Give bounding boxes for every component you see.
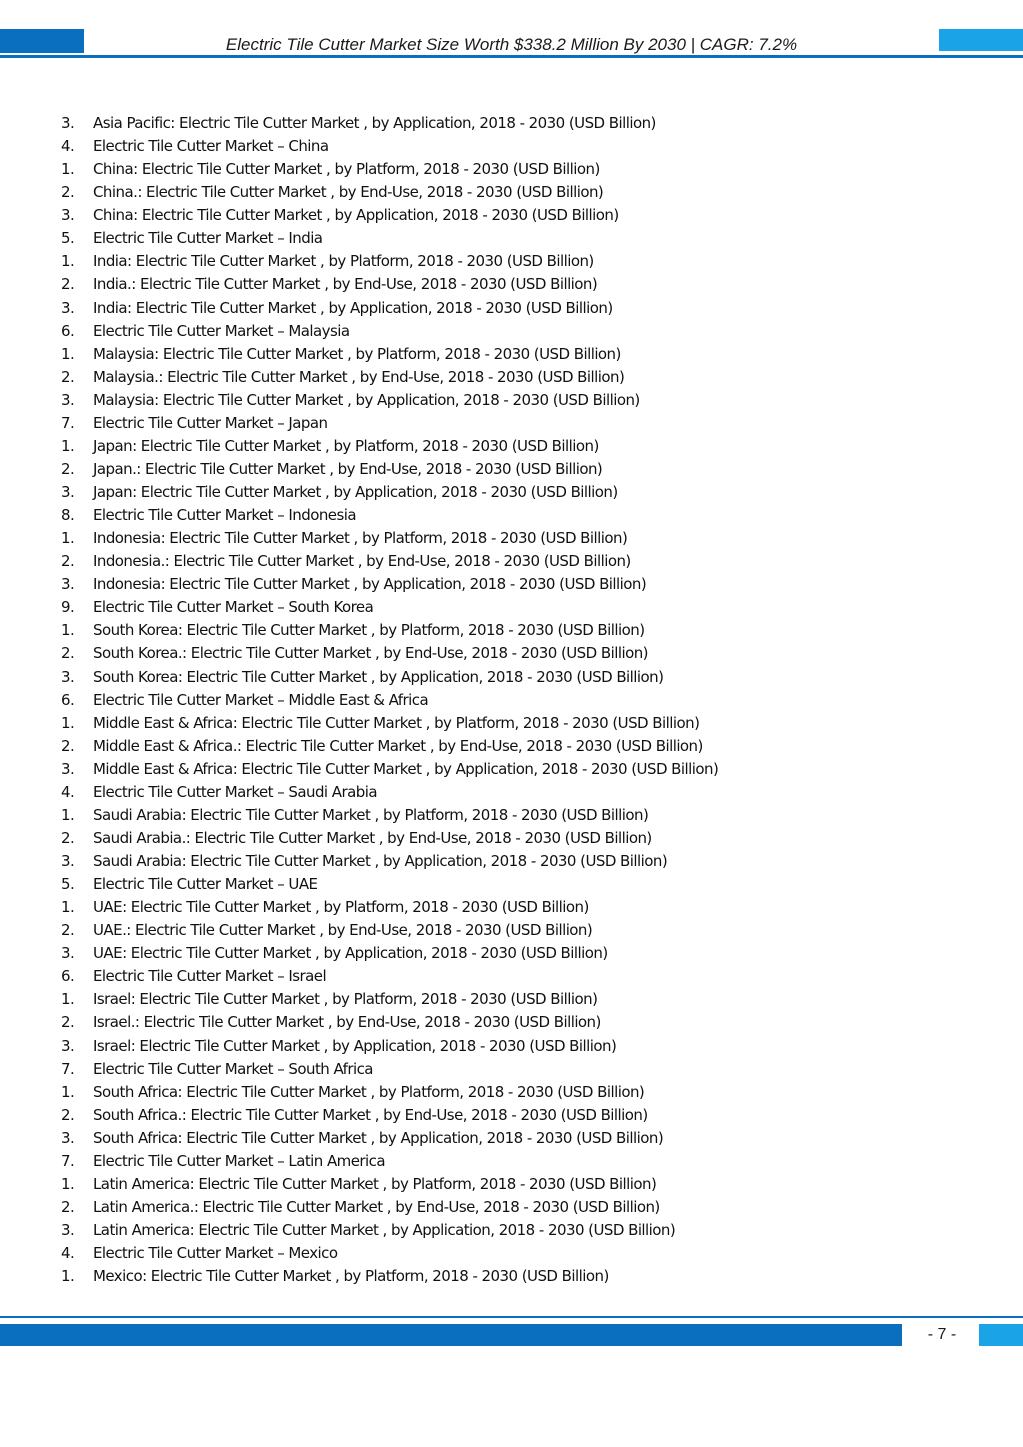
list-item [0, 1011, 1023, 1034]
header-divider [0, 55, 1023, 58]
list-item-text: Malaysia: Electric Tile Cutter Market , by Platform, 2018 - 2030 (USD Billion) [93, 344, 621, 363]
list-item [0, 1081, 1023, 1104]
list-item-number: 3. [61, 483, 75, 501]
list-item [0, 458, 1023, 481]
list-item [0, 504, 1023, 527]
list-item-text: Japan: Electric Tile Cutter Market , by Application, 2018 - 2030 (USD Billion) [93, 483, 618, 501]
list-item-number: 2. [61, 459, 75, 478]
list-item [0, 619, 1023, 642]
list-item-number: 4. [61, 137, 75, 156]
list-item [0, 1265, 1023, 1288]
list-item-number: 1. [61, 990, 75, 1009]
list-item [0, 596, 1023, 619]
list-item-number: 1. [61, 713, 75, 732]
list-item-text: India: Electric Tile Cutter Market , by Application, 2018 - 2030 (USD Billion) [93, 298, 613, 317]
list-item [0, 850, 1023, 873]
list-item [0, 366, 1023, 389]
page-header-title: Electric Tile Cutter Market Size Worth $338.2 Million By 2030 | CAGR: 7.2% [225, 35, 798, 54]
list-item [0, 204, 1023, 227]
list-item-number: 1. [61, 344, 75, 363]
list-item-text: China: Electric Tile Cutter Market , by Application, 2018 - 2030 (USD Billion) [93, 206, 619, 225]
list-item [0, 297, 1023, 320]
list-item [0, 942, 1023, 965]
list-item-text: Malaysia.: Electric Tile Cutter Market , by End-Use, 2018 - 2030 (USD Billion) [93, 367, 625, 386]
list-item [0, 527, 1023, 550]
list-item [0, 135, 1023, 158]
list-item-text: Electric Tile Cutter Market – China [93, 137, 329, 156]
list-item [0, 781, 1023, 804]
list-item [0, 389, 1023, 412]
list-item-text: Israel.: Electric Tile Cutter Market , by End-Use, 2018 - 2030 (USD Billion) [93, 1013, 601, 1032]
list-item-number: 7. [61, 1059, 75, 1078]
list-item-text: Latin America: Electric Tile Cutter Market , by Application, 2018 - 2030 (USD Billion) [93, 1221, 676, 1239]
list-item-text: Middle East & Africa: Electric Tile Cutter Market , by Platform, 2018 - 2030 (USD Billion) [93, 713, 700, 732]
list-item-text: South Africa: Electric Tile Cutter Market , by Application, 2018 - 2030 (USD Billion) [93, 1128, 664, 1147]
list-item-number: 4. [61, 1244, 75, 1263]
list-item-text: Malaysia: Electric Tile Cutter Market , by Application, 2018 - 2030 (USD Billion) [93, 390, 640, 409]
list-item-number: 2. [61, 921, 75, 940]
list-item-text: Indonesia: Electric Tile Cutter Market , by Application, 2018 - 2030 (USD Billion) [93, 575, 647, 594]
list-item-number: 6. [61, 690, 75, 709]
list-item-text: India: Electric Tile Cutter Market , by Platform, 2018 - 2030 (USD Billion) [93, 252, 594, 271]
list-item [0, 273, 1023, 296]
list-item-number: 3. [61, 575, 75, 594]
list-item-text: Electric Tile Cutter Market – Saudi Arabia [93, 782, 377, 801]
table-of-contents-list [0, 112, 1023, 1288]
page-number: - 7 - [927, 1326, 957, 1343]
list-item-text: Electric Tile Cutter Market – India [93, 229, 323, 248]
list-item [0, 1058, 1023, 1081]
list-item-number: 2. [61, 367, 75, 386]
list-item-number: 2. [61, 552, 75, 571]
list-item [0, 735, 1023, 758]
list-item-text: Middle East & Africa.: Electric Tile Cutter Market , by End-Use, 2018 - 2030 (USD Billion) [93, 736, 703, 755]
header-accent-block-right [939, 29, 1023, 51]
footer-accent-block-right [979, 1324, 1023, 1346]
list-item-text: Electric Tile Cutter Market – Latin America [93, 1151, 385, 1170]
list-item-text: Mexico: Electric Tile Cutter Market , by Platform, 2018 - 2030 (USD Billion) [93, 1267, 609, 1286]
footer-divider [0, 1316, 1023, 1318]
list-item-number: 7. [61, 1151, 75, 1170]
list-item-number: 3. [61, 852, 75, 870]
list-item-text: Electric Tile Cutter Market – Japan [93, 413, 328, 432]
list-item-text: Saudi Arabia.: Electric Tile Cutter Market , by End-Use, 2018 - 2030 (USD Billion) [93, 828, 652, 847]
list-item [0, 712, 1023, 735]
list-item-text: South Africa.: Electric Tile Cutter Market , by End-Use, 2018 - 2030 (USD Billion) [93, 1105, 648, 1124]
list-item-number: 1. [61, 436, 75, 455]
list-item [0, 573, 1023, 596]
list-item-number: 9. [61, 598, 75, 617]
list-item-text: Electric Tile Cutter Market – Malaysia [93, 321, 350, 340]
list-item-number: 5. [61, 229, 75, 248]
list-item-text: Asia Pacific: Electric Tile Cutter Market , by Application, 2018 - 2030 (USD Billion) [93, 114, 656, 132]
list-item [0, 827, 1023, 850]
list-item-number: 3. [61, 944, 75, 963]
list-item-text: Japan.: Electric Tile Cutter Market , by End-Use, 2018 - 2030 (USD Billion) [93, 459, 603, 478]
list-item [0, 1035, 1023, 1058]
list-item-number: 1. [61, 160, 75, 179]
list-item-number: 3. [61, 667, 75, 686]
list-item [0, 689, 1023, 712]
list-item [0, 1104, 1023, 1127]
list-item-number: 2. [61, 275, 75, 294]
list-item [0, 873, 1023, 896]
list-item [0, 112, 1023, 135]
list-item-number: 3. [61, 1036, 75, 1055]
list-item [0, 181, 1023, 204]
list-item-number: 7. [61, 413, 75, 432]
list-item-number: 6. [61, 967, 75, 986]
list-item-text: UAE: Electric Tile Cutter Market , by Application, 2018 - 2030 (USD Billion) [93, 944, 608, 963]
list-item-text: China: Electric Tile Cutter Market , by Platform, 2018 - 2030 (USD Billion) [93, 160, 600, 179]
list-item-text: Electric Tile Cutter Market – South Africa [93, 1059, 373, 1078]
list-item-number: 1. [61, 898, 75, 917]
list-item-text: Latin America: Electric Tile Cutter Market , by Platform, 2018 - 2030 (USD Billion) [93, 1174, 657, 1193]
list-item-number: 3. [61, 114, 75, 132]
list-item-number: 3. [61, 1221, 75, 1239]
list-item-number: 8. [61, 506, 75, 525]
list-item-text: Electric Tile Cutter Market – Mexico [93, 1244, 338, 1263]
list-item [0, 343, 1023, 366]
footer-accent-bar [0, 1324, 902, 1346]
list-item [0, 965, 1023, 988]
list-item-number: 2. [61, 644, 75, 663]
list-item [0, 758, 1023, 781]
list-item-text: UAE.: Electric Tile Cutter Market , by End-Use, 2018 - 2030 (USD Billion) [93, 921, 593, 940]
header-accent-block-left [0, 29, 84, 53]
list-item-number: 1. [61, 805, 75, 824]
list-item-text: Saudi Arabia: Electric Tile Cutter Market , by Platform, 2018 - 2030 (USD Billion) [93, 805, 649, 824]
list-item [0, 1219, 1023, 1242]
list-item [0, 1242, 1023, 1265]
list-item-text: UAE: Electric Tile Cutter Market , by Platform, 2018 - 2030 (USD Billion) [93, 898, 589, 917]
list-item-text: Indonesia: Electric Tile Cutter Market , by Platform, 2018 - 2030 (USD Billion) [93, 529, 628, 548]
list-item [0, 1196, 1023, 1219]
list-item-text: Electric Tile Cutter Market – UAE [93, 875, 318, 894]
list-item-number: 4. [61, 782, 75, 801]
list-item [0, 642, 1023, 665]
list-item-text: South Africa: Electric Tile Cutter Market , by Platform, 2018 - 2030 (USD Billion) [93, 1082, 645, 1101]
list-item [0, 250, 1023, 273]
list-item [0, 1150, 1023, 1173]
list-item-text: Saudi Arabia: Electric Tile Cutter Market , by Application, 2018 - 2030 (USD Billion) [93, 852, 668, 870]
list-item-number: 1. [61, 252, 75, 271]
list-item [0, 1127, 1023, 1150]
list-item-number: 1. [61, 621, 75, 640]
list-item [0, 666, 1023, 689]
list-item-text: Electric Tile Cutter Market – Indonesia [93, 506, 356, 525]
list-item-number: 6. [61, 321, 75, 340]
list-item [0, 158, 1023, 181]
list-item-number: 1. [61, 529, 75, 548]
list-item-number: 2. [61, 736, 75, 755]
list-item-text: Electric Tile Cutter Market – Middle East & Africa [93, 690, 429, 709]
list-item-text: Israel: Electric Tile Cutter Market , by Platform, 2018 - 2030 (USD Billion) [93, 990, 598, 1009]
list-item-text: South Korea: Electric Tile Cutter Market , by Application, 2018 - 2030 (USD Billion) [93, 667, 664, 686]
list-item [0, 1173, 1023, 1196]
list-item [0, 919, 1023, 942]
list-item [0, 988, 1023, 1011]
list-item-text: Latin America.: Electric Tile Cutter Market , by End-Use, 2018 - 2030 (USD Billion) [93, 1197, 660, 1216]
list-item-text: Japan: Electric Tile Cutter Market , by Platform, 2018 - 2030 (USD Billion) [93, 436, 599, 455]
list-item-number: 1. [61, 1267, 75, 1286]
list-item-text: China.: Electric Tile Cutter Market , by End-Use, 2018 - 2030 (USD Billion) [93, 183, 604, 202]
list-item-number: 1. [61, 1174, 75, 1193]
list-item-number: 3. [61, 298, 75, 317]
list-item [0, 481, 1023, 504]
list-item-number: 3. [61, 759, 75, 778]
list-item [0, 412, 1023, 435]
list-item [0, 804, 1023, 827]
list-item-text: India.: Electric Tile Cutter Market , by End-Use, 2018 - 2030 (USD Billion) [93, 275, 598, 294]
list-item-text: South Korea.: Electric Tile Cutter Market , by End-Use, 2018 - 2030 (USD Billion) [93, 644, 648, 663]
list-item-number: 2. [61, 183, 75, 202]
list-item-number: 3. [61, 206, 75, 225]
list-item [0, 320, 1023, 343]
list-item-text: Electric Tile Cutter Market – Israel [93, 967, 327, 986]
list-item-number: 2. [61, 1105, 75, 1124]
list-item-number: 2. [61, 828, 75, 847]
list-item [0, 227, 1023, 250]
list-item-text: Electric Tile Cutter Market – South Korea [93, 598, 374, 617]
list-item [0, 550, 1023, 573]
list-item [0, 435, 1023, 458]
list-item-number: 3. [61, 1128, 75, 1147]
list-item-number: 2. [61, 1197, 75, 1216]
list-item-text: South Korea: Electric Tile Cutter Market , by Platform, 2018 - 2030 (USD Billion) [93, 621, 645, 640]
list-item-text: Middle East & Africa: Electric Tile Cutter Market , by Application, 2018 - 2030 (USD Billion) [93, 759, 719, 778]
list-item-number: 5. [61, 875, 75, 894]
list-item [0, 896, 1023, 919]
list-item-text: Israel: Electric Tile Cutter Market , by Application, 2018 - 2030 (USD Billion) [93, 1036, 617, 1055]
list-item-text: Indonesia.: Electric Tile Cutter Market , by End-Use, 2018 - 2030 (USD Billion) [93, 552, 631, 571]
list-item-number: 2. [61, 1013, 75, 1032]
list-item-number: 3. [61, 390, 75, 409]
list-item-number: 1. [61, 1082, 75, 1101]
